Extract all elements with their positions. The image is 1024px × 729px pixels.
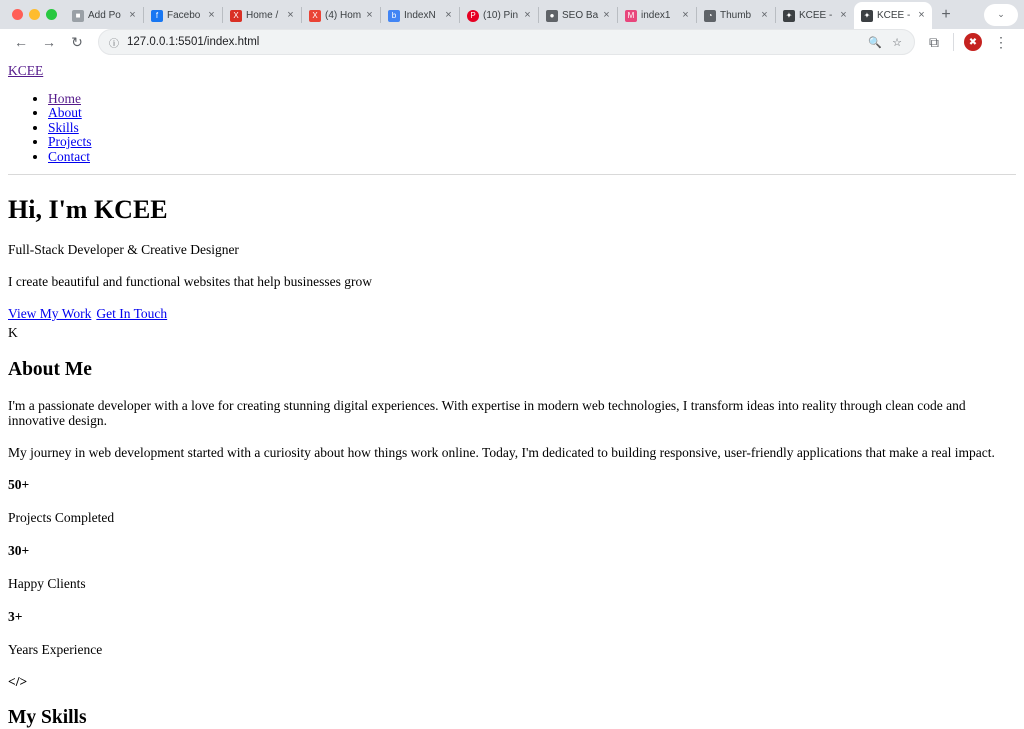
about-paragraph-2: My journey in web development started with a curiosity about how things work online. Today, I'm dedicated to building responsive, user-friendly applications that make a real impact. bbox=[8, 445, 995, 461]
skills-heading: My Skills bbox=[8, 707, 87, 729]
hero-subtitle: Full-Stack Developer & Creative Designer bbox=[8, 242, 239, 258]
nav-link-projects[interactable]: Projects bbox=[48, 134, 92, 150]
site-brand-link[interactable]: KCEE bbox=[8, 63, 44, 78]
stat-number: 30+ bbox=[8, 543, 30, 559]
browser-toolbar bbox=[0, 29, 1024, 56]
get-in-touch-link[interactable]: Get In Touch bbox=[96, 306, 168, 322]
tab-close-icon[interactable]: × bbox=[208, 9, 215, 21]
tab-close-icon[interactable]: × bbox=[129, 9, 136, 21]
tab-close-icon[interactable]: × bbox=[287, 9, 294, 21]
nav-link-about[interactable]: About bbox=[48, 105, 82, 121]
nav-link-contact[interactable]: Contact bbox=[48, 148, 90, 164]
page-content bbox=[0, 56, 1024, 729]
new-tab-button[interactable]: + bbox=[941, 6, 951, 23]
browser-tab[interactable] bbox=[223, 2, 301, 29]
site-nav bbox=[8, 92, 1016, 164]
browser-tab[interactable] bbox=[697, 2, 775, 29]
hero-title: Hi, I'm KCEE bbox=[8, 195, 168, 225]
hero-avatar-initial: K bbox=[8, 325, 18, 341]
tab-favicon-icon: ◔ bbox=[704, 10, 716, 22]
nav-item-projects bbox=[48, 135, 1016, 149]
tab-title: Add Po bbox=[88, 10, 121, 21]
browser-tab[interactable] bbox=[776, 2, 854, 29]
profile-chip-button[interactable]: ⌄ bbox=[984, 4, 1018, 26]
browser-tab[interactable] bbox=[144, 2, 222, 29]
nav-item-skills bbox=[48, 121, 1016, 135]
tab-title: Facebo bbox=[167, 10, 201, 21]
view-my-work-link[interactable]: View My Work bbox=[8, 306, 92, 322]
tab-list bbox=[65, 0, 984, 29]
tab-close-icon[interactable]: × bbox=[366, 9, 373, 21]
tab-favicon-icon: P bbox=[467, 10, 479, 22]
browser-menu-icon[interactable]: ⋮ bbox=[994, 33, 1008, 50]
window-minimize-button[interactable] bbox=[29, 9, 40, 20]
nav-link-skills[interactable]: Skills bbox=[48, 119, 79, 135]
toolbar-right-controls bbox=[921, 29, 1016, 55]
tab-favicon-icon: ✦ bbox=[861, 10, 873, 22]
back-icon[interactable]: ← bbox=[14, 34, 28, 50]
window-controls bbox=[8, 0, 65, 29]
stat-number: 50+ bbox=[8, 477, 30, 493]
tab-favicon-icon: ✦ bbox=[783, 10, 795, 22]
browser-tab[interactable] bbox=[381, 2, 459, 29]
tab-close-icon[interactable]: × bbox=[840, 9, 847, 21]
nav-item-contact bbox=[48, 150, 1016, 164]
browser-tab[interactable] bbox=[460, 2, 538, 29]
window-zoom-button[interactable] bbox=[46, 9, 57, 20]
code-glyph-icon: </> bbox=[8, 674, 28, 690]
tab-close-icon[interactable]: × bbox=[603, 9, 610, 21]
tab-favicon-icon: f bbox=[151, 10, 163, 22]
tab-title: KCEE - bbox=[877, 10, 911, 21]
tab-title: KCEE - bbox=[799, 10, 833, 21]
browser-tab[interactable] bbox=[302, 2, 380, 29]
browser-tab-active[interactable] bbox=[854, 2, 932, 29]
browser-tab[interactable] bbox=[618, 2, 696, 29]
tab-favicon-icon: X bbox=[309, 10, 321, 22]
address-bar-url: 127.0.0.1:5501/index.html bbox=[127, 36, 260, 48]
tab-strip bbox=[0, 0, 1024, 29]
reload-icon[interactable]: ↻ bbox=[71, 33, 83, 50]
about-heading: About Me bbox=[8, 359, 92, 381]
about-paragraph-1: I'm a passionate developer with a love for creating stunning digital experiences. With expertise in modern web technologies, I transform ideas into reality through clean code and innovative design. bbox=[8, 398, 966, 429]
tab-close-icon[interactable]: × bbox=[445, 9, 452, 21]
stat-number: 3+ bbox=[8, 609, 23, 625]
tab-title: Thumb bbox=[720, 10, 752, 21]
tab-favicon-icon: X bbox=[230, 10, 242, 22]
tab-title: (10) Pin bbox=[483, 10, 519, 21]
tabstrip-right-controls bbox=[984, 0, 1024, 29]
nav-item-about bbox=[48, 106, 1016, 120]
tab-title: index1 bbox=[641, 10, 671, 21]
browser-tab[interactable] bbox=[539, 2, 617, 29]
tab-favicon-icon: M bbox=[625, 10, 637, 22]
tab-close-icon[interactable]: × bbox=[761, 9, 768, 21]
address-bar[interactable] bbox=[98, 29, 915, 55]
tab-close-icon[interactable]: × bbox=[918, 9, 925, 21]
tab-title: IndexN bbox=[404, 10, 436, 21]
zoom-icon[interactable]: 🔍 bbox=[868, 36, 882, 49]
profile-avatar[interactable]: ✖ bbox=[964, 33, 982, 51]
hero-description: I create beautiful and functional websites that help businesses grow bbox=[8, 274, 373, 290]
tab-favicon-icon: ● bbox=[546, 10, 558, 22]
tab-favicon-icon: ■ bbox=[72, 10, 84, 22]
site-info-icon[interactable]: ⓘ bbox=[109, 38, 119, 50]
tab-close-icon[interactable]: × bbox=[682, 9, 689, 21]
site-header bbox=[8, 56, 1016, 175]
tab-title: Home / bbox=[246, 10, 279, 21]
nav-link-home[interactable]: Home bbox=[48, 91, 81, 106]
tab-title: SEO Ba bbox=[562, 10, 599, 21]
tab-close-icon[interactable]: × bbox=[524, 9, 531, 21]
extensions-icon[interactable]: ⧉ bbox=[929, 33, 939, 50]
stat-label: Happy Clients bbox=[8, 576, 86, 592]
nav-item-home bbox=[48, 92, 1016, 106]
stat-label: Projects Completed bbox=[8, 510, 115, 526]
toolbar-divider bbox=[953, 33, 954, 51]
stat-label: Years Experience bbox=[8, 642, 103, 658]
hero-cta-row bbox=[8, 306, 1016, 322]
tab-title: (4) Hom bbox=[325, 10, 362, 21]
forward-icon[interactable]: → bbox=[42, 34, 56, 50]
browser-tab[interactable] bbox=[65, 2, 143, 29]
bookmark-star-icon[interactable]: ☆ bbox=[892, 36, 902, 49]
tab-favicon-icon: b bbox=[388, 10, 400, 22]
window-close-button[interactable] bbox=[12, 9, 23, 20]
